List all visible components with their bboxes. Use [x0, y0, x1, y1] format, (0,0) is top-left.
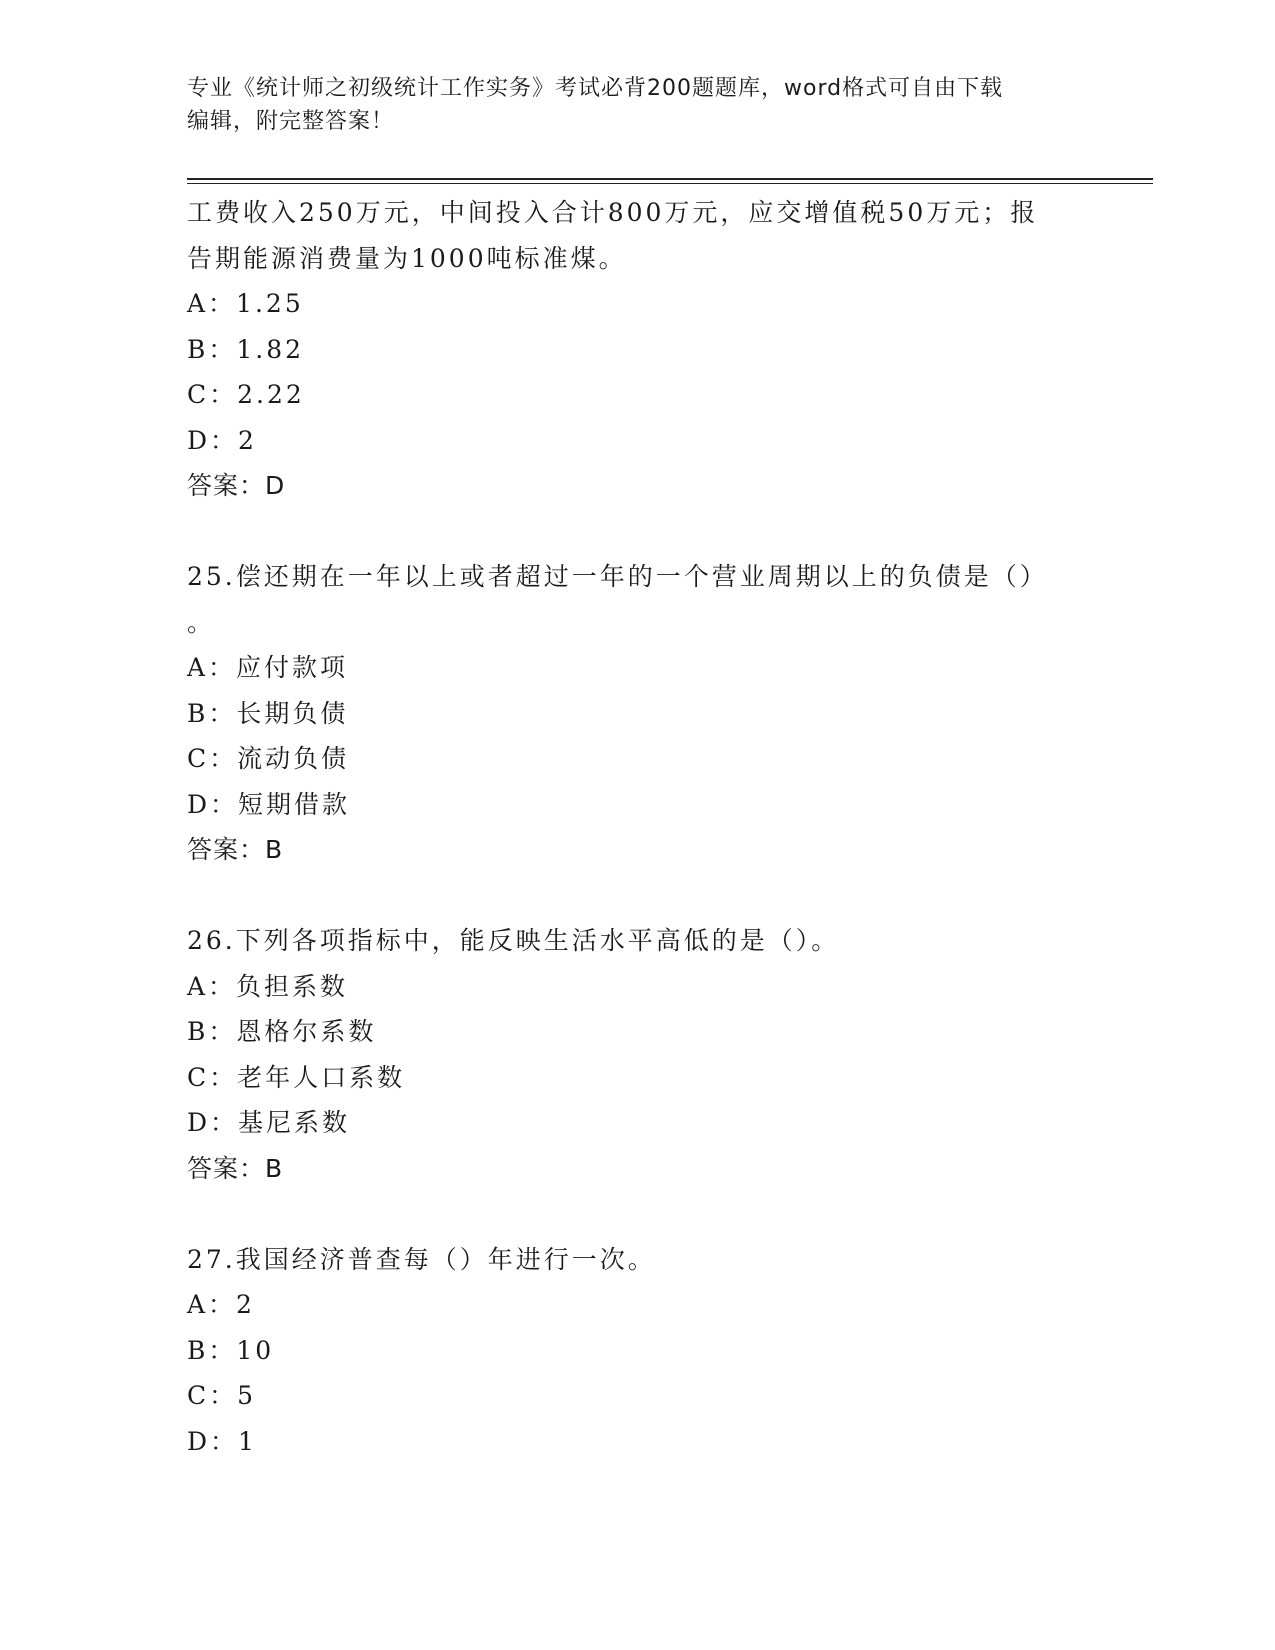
option-c: C：流动负债 — [187, 744, 350, 773]
option-d: D：1 — [187, 1426, 257, 1456]
answer-line: 答案：B — [187, 835, 284, 864]
document-header — [187, 72, 1087, 138]
option-a: A：1.25 — [187, 289, 304, 318]
question-block-25 — [187, 554, 1087, 873]
question-block-26 — [187, 918, 1087, 1191]
option-a: A：负担系数 — [187, 971, 349, 1001]
option-d: D：基尼系数 — [187, 1108, 351, 1137]
option-a: A：2 — [187, 1290, 255, 1319]
option-c: C：老年人口系数 — [187, 1062, 406, 1092]
question-body — [187, 190, 1087, 1464]
question-text: 27.我国经济普查每（）年进行一次。 — [187, 1244, 656, 1274]
question-block-prev — [187, 190, 1087, 509]
option-b: B：长期负债 — [187, 698, 349, 728]
header-divider-thin — [187, 183, 1153, 184]
answer-line: 答案：B — [187, 1153, 284, 1183]
option-a: A：应付款项 — [187, 653, 349, 682]
question-text: 。 — [187, 607, 216, 637]
header-divider-thick — [187, 178, 1153, 180]
question-text: 26.下列各项指标中，能反映生活水平高低的是（）。 — [187, 926, 840, 955]
question-text: 25.偿还期在一年以上或者超过一年的一个营业周期以上的负债是（） — [187, 562, 1048, 591]
option-b: B：10 — [187, 1335, 275, 1365]
option-c: C：5 — [187, 1381, 257, 1410]
question-block-27 — [187, 1237, 1087, 1465]
header-line-1: 专业《统计师之初级统计工作实务》考试必背200题题库，word格式可自由下载 — [187, 76, 1004, 101]
option-c: C：2.22 — [187, 380, 305, 409]
question-text: 告期能源消费量为1000吨标准煤。 — [187, 243, 627, 273]
header-line-2: 编辑，附完整答案！ — [187, 109, 395, 134]
question-text: 工费收入250万元，中间投入合计800万元，应交增值税50万元；报 — [187, 198, 1039, 227]
answer-line: 答案：D — [187, 471, 286, 500]
option-d: D：短期借款 — [187, 789, 351, 819]
option-d: D：2 — [187, 425, 257, 455]
option-b: B：1.82 — [187, 334, 305, 364]
option-b: B：恩格尔系数 — [187, 1017, 377, 1046]
